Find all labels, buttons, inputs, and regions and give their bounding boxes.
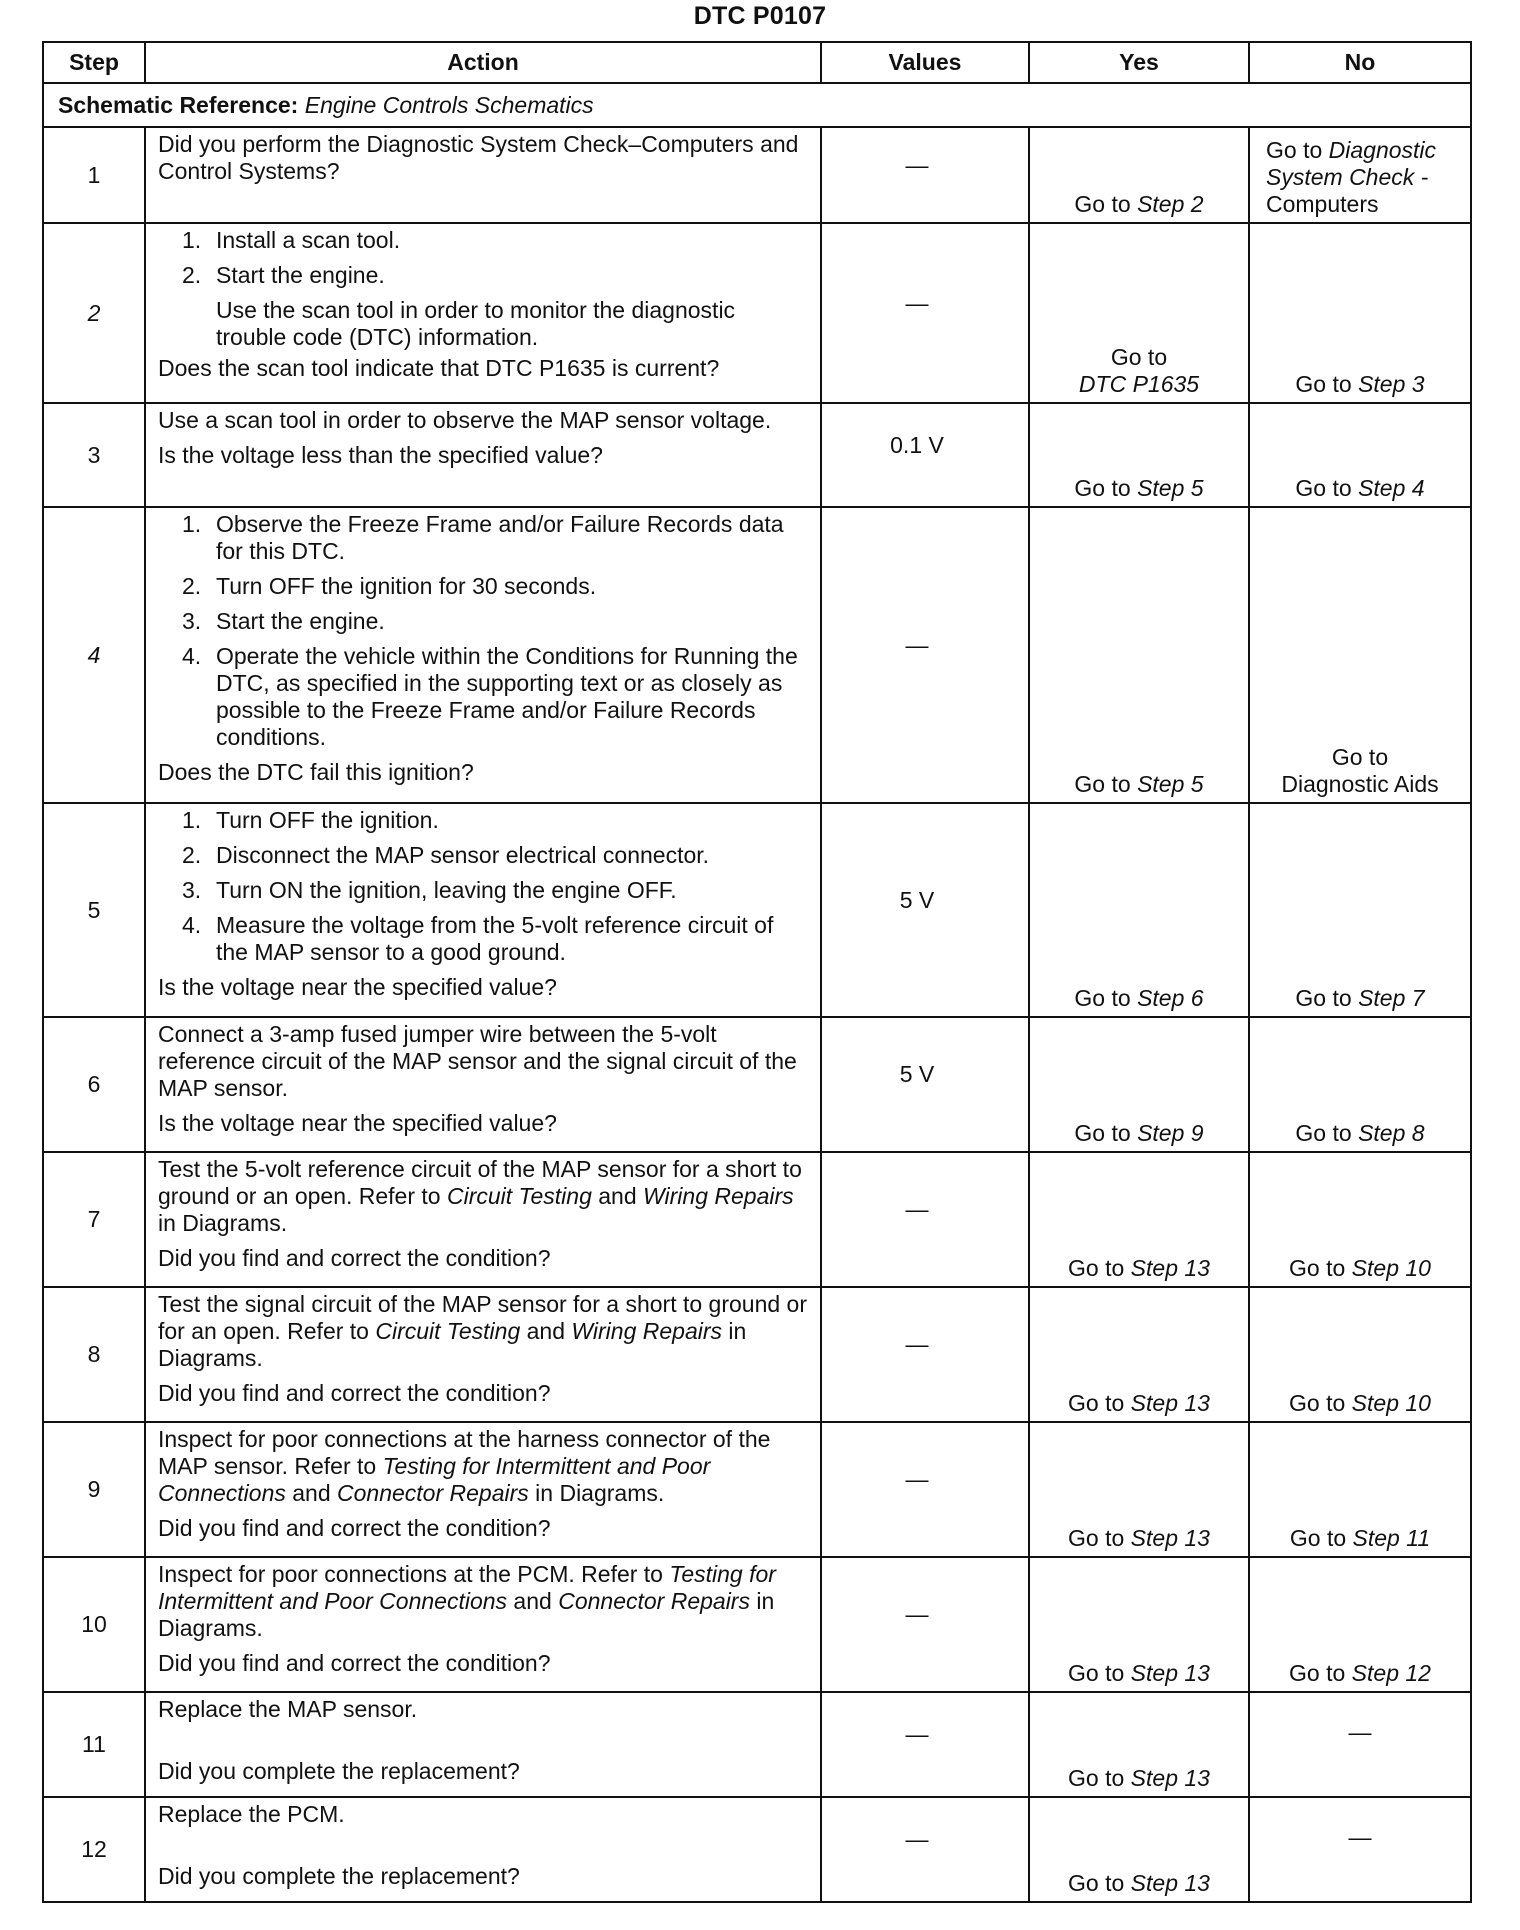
yes-link[interactable]: Step 6 xyxy=(1137,985,1204,1011)
table-row xyxy=(43,1797,1471,1902)
action-list-item: 1. Turn OFF the ignition. xyxy=(182,807,439,833)
value-cell xyxy=(821,127,1029,223)
no-link[interactable]: Step 8 xyxy=(1358,1120,1425,1146)
step-number: 2 xyxy=(43,223,145,403)
no-prefix: Go to xyxy=(1295,371,1359,397)
action-cell xyxy=(145,1152,821,1287)
no-link[interactable]: Step 10 xyxy=(1351,1255,1431,1281)
table-row xyxy=(43,1017,1471,1152)
action-note: Use the scan tool in order to monitor the diagnostic trouble code (DTC) information. xyxy=(216,297,736,350)
value-cell xyxy=(821,803,1029,1017)
action-list-item: 1. Install a scan tool. xyxy=(182,227,401,253)
action-question: Is the voltage less than the specified value? xyxy=(158,442,603,468)
yes-prefix: Go to xyxy=(1068,1390,1131,1416)
action-question: Did you find and correct the condition? xyxy=(158,1515,551,1541)
value-cell xyxy=(821,1422,1029,1557)
action-list-item: 2. Turn OFF the ignition for 30 seconds. xyxy=(182,573,597,599)
action-text: Replace the PCM. xyxy=(158,1801,345,1827)
action-text: Use a scan tool in order to observe the MAP sensor voltage. xyxy=(158,407,772,433)
yes-prefix: Go to xyxy=(1068,1660,1131,1686)
reference-link[interactable]: Testing for Intermittent and Poor Connections xyxy=(158,1561,776,1614)
column-header-action: Action xyxy=(145,42,821,83)
value-cell xyxy=(821,507,1029,803)
action-list xyxy=(158,807,810,966)
action-list-item: 2. Start the engine. xyxy=(182,262,385,288)
action-cell xyxy=(145,1422,821,1557)
no-cell xyxy=(1249,223,1471,403)
yes-cell xyxy=(1029,1557,1249,1692)
table-row xyxy=(43,1422,1471,1557)
action-question: Did you find and correct the condition? xyxy=(158,1380,551,1406)
no-value: — xyxy=(1348,1824,1372,1850)
value-cell xyxy=(821,1797,1029,1902)
yes-prefix: Go to xyxy=(1074,985,1138,1011)
step-number: 8 xyxy=(43,1287,145,1422)
action-list xyxy=(158,227,810,289)
table-header-row xyxy=(43,42,1471,83)
value-cell xyxy=(821,1692,1029,1797)
step-number: 9 xyxy=(43,1422,145,1557)
yes-link[interactable]: Step 13 xyxy=(1130,1660,1210,1686)
no-cell xyxy=(1249,507,1471,803)
action-cell xyxy=(145,507,821,803)
no-link[interactable]: Step 7 xyxy=(1358,985,1425,1011)
action-list-item: 1. Observe the Freeze Frame and/or Failure Records data for this DTC. xyxy=(182,511,784,564)
no-prefix: Go to xyxy=(1266,137,1329,163)
yes-link[interactable]: Step 13 xyxy=(1130,1765,1210,1791)
action-question: Did you complete the replacement? xyxy=(158,1758,520,1784)
no-prefix: Go to xyxy=(1331,744,1389,770)
no-cell xyxy=(1249,1017,1471,1152)
table-row xyxy=(43,1692,1471,1797)
yes-prefix: Go to xyxy=(1068,1525,1131,1551)
step-number: 3 xyxy=(43,403,145,507)
no-prefix: Go to xyxy=(1295,985,1359,1011)
step-number: 6 xyxy=(43,1017,145,1152)
yes-cell xyxy=(1029,1797,1249,1902)
diagnostic-table xyxy=(42,41,1472,1903)
action-list xyxy=(158,511,810,751)
no-prefix: Go to xyxy=(1295,475,1359,501)
no-prefix: Go to xyxy=(1289,1390,1352,1416)
no-cell xyxy=(1249,403,1471,507)
action-text: Test the signal circuit of the MAP sensor for a short to ground or for an open. Refer to Circuit Testing and Wiring Repairs in Diagrams. xyxy=(158,1291,808,1371)
action-question: Does the DTC fail this ignition? xyxy=(158,759,474,785)
table-row xyxy=(43,1557,1471,1692)
no-suffix: Computers xyxy=(1266,191,1379,217)
value-text: — xyxy=(905,1721,929,1747)
reference-link[interactable]: Connector Repairs xyxy=(337,1480,529,1506)
yes-prefix: Go to xyxy=(1068,1255,1131,1281)
value-cell xyxy=(821,223,1029,403)
no-link[interactable]: Step 10 xyxy=(1351,1390,1431,1416)
no-cell xyxy=(1249,1287,1471,1422)
action-cell xyxy=(145,127,821,223)
no-link[interactable]: Step 4 xyxy=(1358,475,1425,501)
value-cell xyxy=(821,403,1029,507)
action-list-item: 3. Turn ON the ignition, leaving the engine OFF. xyxy=(182,877,677,903)
yes-cell xyxy=(1029,403,1249,507)
reference-link[interactable]: Wiring Repairs xyxy=(643,1183,794,1209)
yes-cell xyxy=(1029,127,1249,223)
no-cell xyxy=(1249,1152,1471,1287)
step-number: 7 xyxy=(43,1152,145,1287)
yes-cell xyxy=(1029,1422,1249,1557)
yes-cell xyxy=(1029,1287,1249,1422)
action-text: Connect a 3-amp fused jumper wire between the 5-volt reference circuit of the MAP sensor and the signal circuit of the MAP sensor. xyxy=(158,1021,797,1101)
schematic-reference xyxy=(43,83,1471,127)
column-header-values: Values xyxy=(821,42,1029,83)
yes-cell xyxy=(1029,507,1249,803)
table-row xyxy=(43,223,1471,403)
yes-cell xyxy=(1029,803,1249,1017)
yes-prefix: Go to xyxy=(1068,1870,1131,1896)
yes-link[interactable]: Step 5 xyxy=(1137,475,1204,501)
reference-link[interactable]: Circuit Testing xyxy=(446,1183,592,1209)
no-link[interactable]: Diagnostic System Check - xyxy=(1266,137,1437,190)
yes-link[interactable]: Step 13 xyxy=(1130,1870,1210,1896)
schematic-reference-label: Schematic Reference: xyxy=(58,91,299,118)
table-row xyxy=(43,1152,1471,1287)
yes-prefix: Go to xyxy=(1068,1765,1131,1791)
yes-link[interactable]: Step 13 xyxy=(1130,1390,1210,1416)
yes-cell xyxy=(1029,1692,1249,1797)
yes-prefix: Go to xyxy=(1110,344,1168,370)
no-cell xyxy=(1249,1692,1471,1797)
action-cell xyxy=(145,403,821,507)
value-text: — xyxy=(905,1331,929,1357)
step-number: 11 xyxy=(43,1692,145,1797)
action-text: Inspect for poor connections at the harness connector of the MAP sensor. Refer to Testing for Intermittent and Poor Connections and Connector Repairs in Diagrams. xyxy=(158,1426,771,1506)
yes-prefix: Go to xyxy=(1074,475,1138,501)
no-cell xyxy=(1249,127,1471,223)
no-link[interactable]: Step 3 xyxy=(1358,371,1425,397)
action-cell xyxy=(145,1557,821,1692)
value-text: — xyxy=(905,631,929,658)
yes-link[interactable]: Step 9 xyxy=(1137,1120,1204,1146)
reference-link[interactable]: Wiring Repairs xyxy=(571,1318,723,1344)
no-link[interactable]: Diagnostic Aids xyxy=(1281,771,1439,797)
action-list-item: 2. Disconnect the MAP sensor electrical connector. xyxy=(182,842,710,868)
yes-cell xyxy=(1029,1017,1249,1152)
yes-prefix: Go to xyxy=(1074,1120,1138,1146)
table-row xyxy=(43,507,1471,803)
yes-link[interactable]: DTC P1635 xyxy=(1078,371,1200,397)
step-number: 12 xyxy=(43,1797,145,1902)
table-row xyxy=(43,127,1471,223)
step-number: 10 xyxy=(43,1557,145,1692)
yes-link[interactable]: Step 13 xyxy=(1130,1255,1210,1281)
column-header-yes: Yes xyxy=(1029,42,1249,83)
reference-link[interactable]: Connector Repairs xyxy=(558,1588,750,1614)
action-text: Replace the MAP sensor. xyxy=(158,1696,418,1722)
no-value: — xyxy=(1348,1719,1372,1745)
column-header-step: Step xyxy=(43,42,145,83)
step-number: 5 xyxy=(43,803,145,1017)
action-question: Did you find and correct the condition? xyxy=(158,1245,551,1271)
action-question: Did you find and correct the condition? xyxy=(158,1650,551,1676)
column-header-no: No xyxy=(1249,42,1471,83)
action-text: Test the 5-volt reference circuit of the MAP sensor for a short to ground or an open. Refer to Circuit Testing and Wiring Repairs in Diagrams. xyxy=(158,1156,802,1236)
table-row xyxy=(43,1287,1471,1422)
yes-prefix: Go to xyxy=(1074,191,1138,217)
value-text: — xyxy=(905,1826,929,1852)
action-cell xyxy=(145,1797,821,1902)
action-cell xyxy=(145,1017,821,1152)
no-prefix: Go to xyxy=(1289,1525,1353,1551)
action-list-item: 4. Operate the vehicle within the Conditions for Running the DTC, as specified in the supporting text or as closely as possible to the Freeze Frame and/or Failure Records conditions. xyxy=(182,643,798,750)
value-text: — xyxy=(905,1196,929,1222)
yes-prefix: Go to xyxy=(1074,771,1138,797)
no-link[interactable]: Step 11 xyxy=(1352,1525,1431,1551)
no-prefix: Go to xyxy=(1289,1660,1352,1686)
schematic-reference-link[interactable]: Engine Controls Schematics xyxy=(304,91,594,118)
value-text: — xyxy=(905,151,929,178)
yes-cell xyxy=(1029,223,1249,403)
value-text: 5 V xyxy=(899,886,935,913)
page-title: DTC P0107 xyxy=(693,2,827,30)
action-question: Does the scan tool indicate that DTC P1635 is current? xyxy=(158,355,720,381)
action-text: Did you perform the Diagnostic System Check–Computers and Control Systems? xyxy=(158,131,799,184)
value-text: — xyxy=(905,1466,929,1492)
no-cell xyxy=(1249,803,1471,1017)
value-text: — xyxy=(905,289,929,316)
table-row xyxy=(43,403,1471,507)
step-number: 1 xyxy=(43,127,145,223)
action-cell xyxy=(145,1692,821,1797)
value-cell xyxy=(821,1017,1029,1152)
value-text: — xyxy=(905,1601,929,1627)
no-cell xyxy=(1249,1557,1471,1692)
yes-link[interactable]: Step 2 xyxy=(1137,191,1204,217)
value-cell xyxy=(821,1557,1029,1692)
yes-link[interactable]: Step 13 xyxy=(1130,1525,1210,1551)
reference-link[interactable]: Testing for Intermittent and Poor Connections xyxy=(158,1453,711,1506)
action-text: Inspect for poor connections at the PCM. Refer to Testing for Intermittent and Poor Connections and Connector Repairs in Diagrams. xyxy=(158,1561,776,1641)
action-cell xyxy=(145,223,821,403)
yes-link[interactable]: Step 5 xyxy=(1137,771,1204,797)
action-list-item: 3. Start the engine. xyxy=(182,608,385,634)
value-cell xyxy=(821,1287,1029,1422)
no-prefix: Go to xyxy=(1295,1120,1359,1146)
value-cell xyxy=(821,1152,1029,1287)
action-question: Is the voltage near the specified value? xyxy=(158,1110,557,1136)
action-list-item: 4. Measure the voltage from the 5-volt reference circuit of the MAP sensor to a good ground. xyxy=(182,912,774,965)
reference-link[interactable]: Circuit Testing xyxy=(375,1318,521,1344)
no-link[interactable]: Step 12 xyxy=(1351,1660,1431,1686)
action-question: Is the voltage near the specified value? xyxy=(158,974,557,1000)
step-number: 4 xyxy=(43,507,145,803)
no-cell xyxy=(1249,1797,1471,1902)
no-prefix: Go to xyxy=(1289,1255,1352,1281)
no-cell xyxy=(1249,1422,1471,1557)
action-question: Did you complete the replacement? xyxy=(158,1863,520,1889)
yes-cell xyxy=(1029,1152,1249,1287)
value-text: 0.1 V xyxy=(890,431,944,458)
action-cell xyxy=(145,1287,821,1422)
table-row xyxy=(43,803,1471,1017)
value-text: 5 V xyxy=(899,1061,935,1087)
schematic-reference-row xyxy=(43,83,1471,127)
action-cell xyxy=(145,803,821,1017)
